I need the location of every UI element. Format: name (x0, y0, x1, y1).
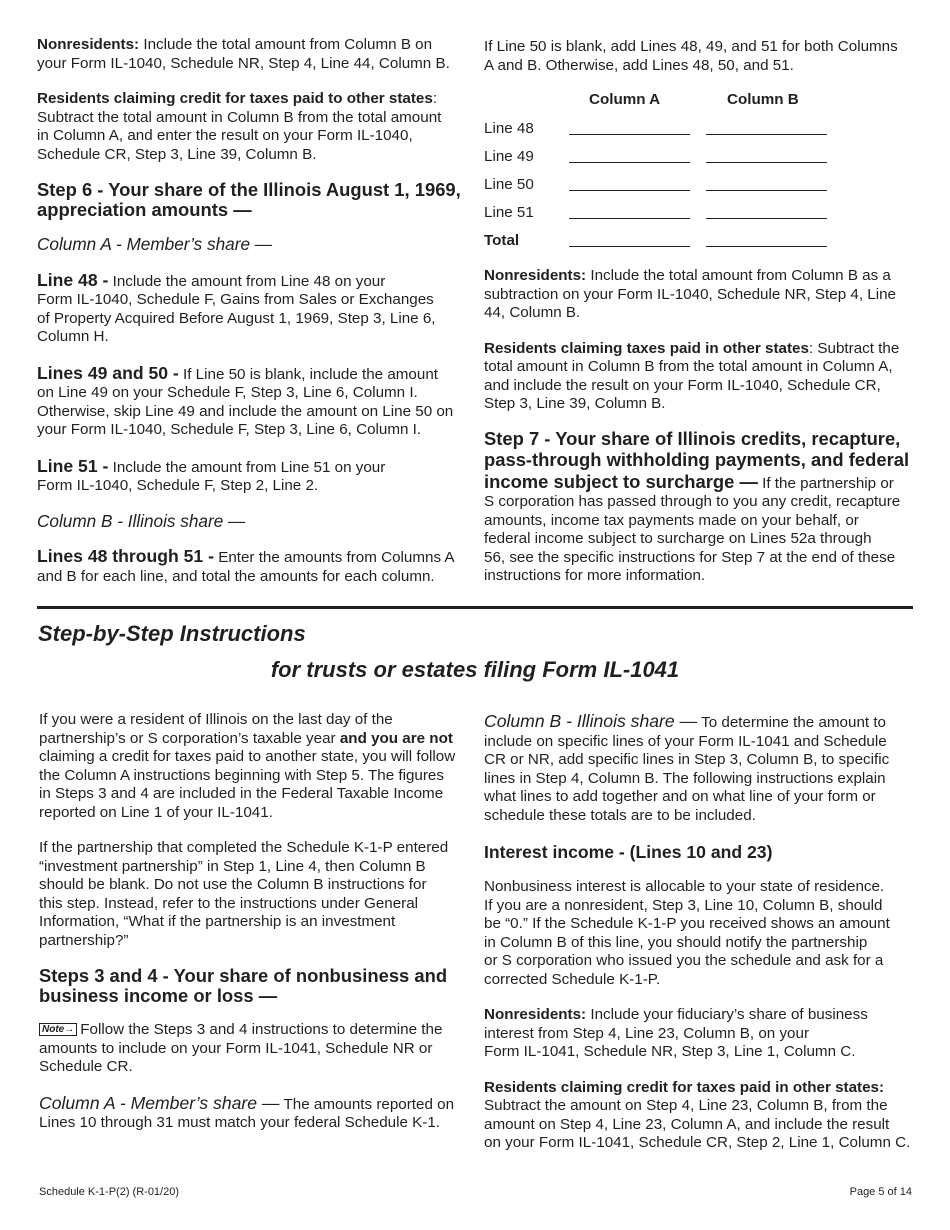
note-icon: Note→ (39, 1023, 77, 1036)
column-b-heading: Column B - Illinois share — (37, 510, 246, 531)
table-row-label: Line 48 (484, 120, 534, 137)
lines49-50-paragraph: Lines 49 and 50 - If Line 50 is blank, include the amount on Line 49 on your Schedule F, Step 3, Line 6, Column I. Otherwise, skip Line 49 and include the amount on Line 50 on your Form IL-1040, Schedule F, Step 3, Line 6, Column I. (37, 362, 454, 438)
total-column-b-blank[interactable] (706, 246, 827, 247)
top-left-column (37, 36, 467, 586)
line51-paragraph: Line 51 - Include the amount from Line 51 on your Form IL-1040, Schedule F, Step 2, Line 2. (37, 455, 386, 494)
step7-heading: Step 7 - Your share of Illinois credits, recapture, (484, 427, 901, 449)
step7-paragraph: Step 7 - Your share of Illinois credits, recapture, pass-through withholding payments, and federal income subject to surcharge — If the partnership or S corporation has passed through to you any credit, recapture amounts, income tax payments made on your behalf, or federal income subject to surcharge on Lines 52a through 56, see the specific instructions for Step 7 at the end of these instructions for more information. (484, 427, 910, 584)
table-row-label-total: Total (484, 232, 520, 249)
residents-credit-paragraph: Residents claiming credit for taxes paid in other states: Subtract the amount on Step 4, Line 23, Column B, from the amount on Step 4, Line 23, Column A, and include the result on your Form IL-1041, Schedule CR, Step 2, Line 1, Column C. (484, 1078, 911, 1151)
investment-partnership-paragraph: If the partnership that completed the Schedule K-1-P entered “investment partnership” in Step 1, Line 4, then Column B should be blank. Do not use the Column B instructions for this step. Instead, refer to the instructions under General Information, “What if the partnership is an investment partnership?” (39, 839, 449, 949)
interest-income-paragraph: Nonbusiness interest is allocable to your state of residence. If you are a nonresident, Step 3, Line 10, Column B, should be “0.” If the Schedule K-1-P you received shows an amount in Column B of this line, you should notify the partnership or S corporation who issued you the schedule and ask for a corrected Schedule K-1-P. (484, 878, 890, 988)
section-divider (37, 606, 913, 609)
nonresidents-fiduciary-paragraph: Nonresidents: Include your fiduciary’s share of business interest from Step 4, Line 23, Column B, on your Form IL-1041, Schedule NR, Step 3, Line 1, Column C. (484, 1006, 868, 1060)
nonresidents-paragraph: Nonresidents: Include the total amount from Column B as a subtraction on your Form IL-1040, Schedule NR, Step 4, Line 44, Column B. (484, 267, 896, 321)
step6-heading: Step 6 - Your share of the Illinois August 1, 1969, appreciation amounts — (37, 179, 461, 220)
line49-column-b-blank[interactable] (706, 162, 827, 163)
steps3-4-heading: Steps 3 and 4 - Your share of nonbusiness and business income or loss — (39, 965, 448, 1006)
note-paragraph: Note→ Follow the Steps 3 and 4 instructions to determine the amounts to include on your Form IL-1041, Schedule NR or Schedule CR. (39, 1021, 443, 1075)
bottom-left-column (39, 711, 469, 1133)
residents-label: Residents claiming credit for taxes paid to other states (37, 90, 433, 107)
table-row-label: Line 50 (484, 176, 534, 193)
total-column-a-blank[interactable] (569, 246, 690, 247)
section-title: Step-by-Step Instructions (38, 621, 306, 646)
line50-column-a-blank[interactable] (569, 190, 690, 191)
column-b-paragraph: Column B - Illinois share — To determine the amount to include on specific lines of your Form IL-1041 and Schedule CR or NR, add specific lines in Step 3, Column B, to specific lines in Step 4, Column B. The following instructions explain what lines to add together and on what line of your form or schedule these totals are to be included. (484, 711, 890, 824)
top-right-intro: If Line 50 is blank, add Lines 48, 49, and 51 for both Columns A and B. Otherwise, add Lines 48, 50, and 51. (484, 38, 898, 74)
table-row-label: Line 51 (484, 204, 534, 221)
table-header-column-b: Column B (727, 91, 799, 108)
nonresidents-paragraph: Nonresidents: Include the total amount from Column B on your Form IL-1040, Schedule NR, Step 4, Line 44, Column B. (37, 36, 450, 72)
top-right-lower (484, 267, 914, 586)
line48-paragraph: Line 48 - Include the amount from Line 48 on your Form IL-1040, Schedule F, Gains from Sales or Exchanges of Property Acquired Before August 1, 1969, Step 3, Line 6, Column H. (37, 269, 436, 345)
residents-taxes-paragraph: Residents claiming taxes paid in other states: Subtract the total amount in Column B from the total amount in Column A, and include the result on your Form IL-1040, Schedule CR, Step 3, Line 39, Column B. (484, 339, 900, 412)
line49-column-a-blank[interactable] (569, 162, 690, 163)
footer-form-id: Schedule K-1-P(2) (R-01/20) (39, 1186, 180, 1198)
table-row-label: Line 49 (484, 148, 534, 165)
line48-column-a-blank[interactable] (569, 134, 690, 135)
line50-column-b-blank[interactable] (706, 190, 827, 191)
column-a-heading: Column A - Member’s share — (37, 234, 272, 254)
line51-column-b-blank[interactable] (706, 218, 827, 219)
bottom-right-column (484, 711, 914, 1153)
resident-intro-paragraph: If you were a resident of Illinois on the last day of the partnership’s or S corporation’s taxable year and you are not claiming a credit for taxes paid to another state, you will follow the Column A instructions beginning with Step 5. The figures in Steps 3 and 4 are included in the Federal Taxable Income reported on Line 1 of your IL-1041. (39, 711, 456, 821)
residents-credit-paragraph: Residents claiming credit for taxes paid to other states: Subtract the total amount in Column B from the total amount in Column A, and enter the result on your Form IL-1040, Schedule CR, Step 3, Line 39, Column B. (37, 90, 442, 163)
section-subtitle: for trusts or estates filing Form IL-1041 (270, 657, 680, 682)
column-a-paragraph: Column A - Member’s share — The amounts reported on Lines 10 through 31 must match your federal Schedule K-1. (39, 1092, 455, 1131)
line48-column-b-blank[interactable] (706, 134, 827, 135)
lines48-51-paragraph: Lines 48 through 51 - Enter the amounts from Columns A and B for each line, and total the amounts for each column. (37, 546, 455, 585)
line51-column-a-blank[interactable] (569, 218, 690, 219)
table-header-column-a: Column A (589, 91, 661, 108)
footer-page-number: Page 5 of 14 (849, 1186, 912, 1198)
nonresidents-label: Nonresidents: (37, 36, 140, 53)
interest-income-heading: Interest income - (Lines 10 and 23) (484, 842, 773, 862)
